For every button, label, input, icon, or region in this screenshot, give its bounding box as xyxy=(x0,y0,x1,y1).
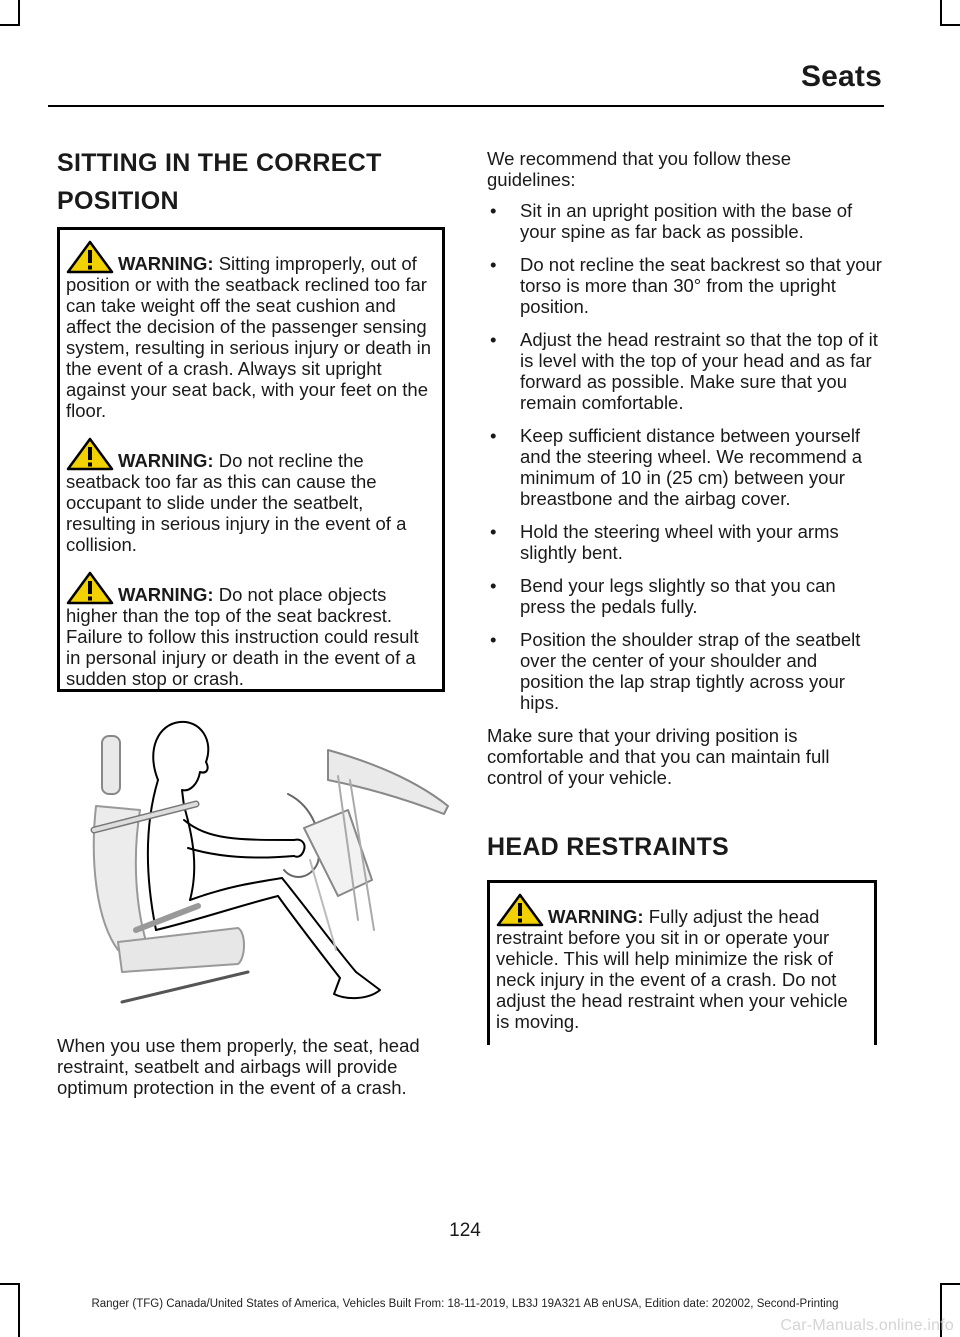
page-title: Seats xyxy=(800,60,882,93)
heading-line-1: SITTING IN THE CORRECT xyxy=(57,149,382,177)
header-rule xyxy=(48,105,884,107)
watermark: Car-Manuals.online.info xyxy=(780,1317,954,1334)
caption-paragraph: When you use them properly, the seat, head restraint, seatbelt and airbags will provide optimum protection in the event of a crash. xyxy=(57,1035,420,1098)
guidelines-list xyxy=(487,200,882,713)
crop-mark xyxy=(940,1283,960,1285)
crop-mark xyxy=(0,24,20,26)
warning-paragraph xyxy=(66,437,434,555)
warning-paragraph xyxy=(66,240,434,421)
warning-triangle-icon xyxy=(66,240,114,274)
closing-paragraph: Make sure that your driving position is comfortable and that you can maintain full control of your vehicle. xyxy=(487,725,830,788)
crop-mark xyxy=(0,1283,20,1285)
section-heading-head-restraints: HEAD RESTRAINTS xyxy=(487,833,730,861)
crop-mark xyxy=(18,1283,20,1337)
crop-mark xyxy=(940,0,942,26)
footer-edition-text: Ranger (TFG) Canada/United States of America, Vehicles Built From: 18-11-2019, LB3J 19A321 AB enUSA, Edition date: 202002, Second-Printing xyxy=(91,1298,839,1310)
warning-text: Do not place objects higher than the top of the seat backrest. Failure to follow this instruction could result in personal injury or death in the event of a sudden stop or crash. xyxy=(66,584,419,689)
guidelines-intro: We recommend that you follow these guidelines: xyxy=(487,148,792,190)
warning-text: Sitting improperly, out of position or with the seatback reclined too far can take weight off the seat cushion and affect the decision of the passenger sensing system, resulting in serious injury or death in the event of a crash. Always sit upright against your seat back, with your feet on the floor. xyxy=(66,253,432,421)
warning-triangle-icon xyxy=(66,437,114,471)
list-item: • Hold the steering wheel with your arms slightly bent. xyxy=(487,521,882,563)
warning-triangle-icon xyxy=(66,571,114,605)
right-column xyxy=(487,148,882,788)
list-item: • Position the shoulder strap of the seatbelt over the center of your shoulder and position the lap strap tightly across your hips. xyxy=(487,629,882,713)
crop-mark xyxy=(940,24,960,26)
warning-paragraph xyxy=(66,571,434,689)
warning-text: Fully adjust the head restraint before you sit in or operate your vehicle. This will help minimize the risk of neck injury in the event of a crash. Do not adjust the head restraint when your vehicle is moving. xyxy=(496,906,848,1032)
list-item: • Keep sufficient distance between yourself and the steering wheel. We recommend a minimum of 10 in (25 cm) between your breastbone and the airbag cover. xyxy=(487,425,882,509)
list-item: • Adjust the head restraint so that the top of it is level with the top of your head and as far forward as possible. Make sure that you remain comfortable. xyxy=(487,329,882,413)
warning-label: WARNING: xyxy=(548,906,644,927)
warning-label: WARNING: xyxy=(118,253,214,274)
seating-position-illustration xyxy=(88,710,450,1015)
warning-box-head-restraints xyxy=(487,880,877,1045)
list-item: • Sit in an upright position with the base of your spine as far back as possible. xyxy=(487,200,882,242)
warning-label: WARNING: xyxy=(118,450,214,471)
heading-line-2: POSITION xyxy=(57,187,179,215)
list-item: • Do not recline the seat backrest so that your torso is more than 30° from the upright position. xyxy=(487,254,882,317)
section-heading-sitting xyxy=(57,146,445,218)
warning-text: Do not recline the seatback too far as this can cause the occupant to slide under the seatbelt, resulting in serious injury in the event of a collision. xyxy=(66,450,407,555)
warning-triangle-icon xyxy=(496,893,544,927)
page-number: 124 xyxy=(449,1220,481,1241)
warning-label: WARNING: xyxy=(118,584,214,605)
warning-box-sitting xyxy=(57,227,445,692)
list-item: • Bend your legs slightly so that you can press the pedals fully. xyxy=(487,575,882,617)
warning-paragraph xyxy=(496,893,866,1032)
crop-mark xyxy=(18,0,20,26)
